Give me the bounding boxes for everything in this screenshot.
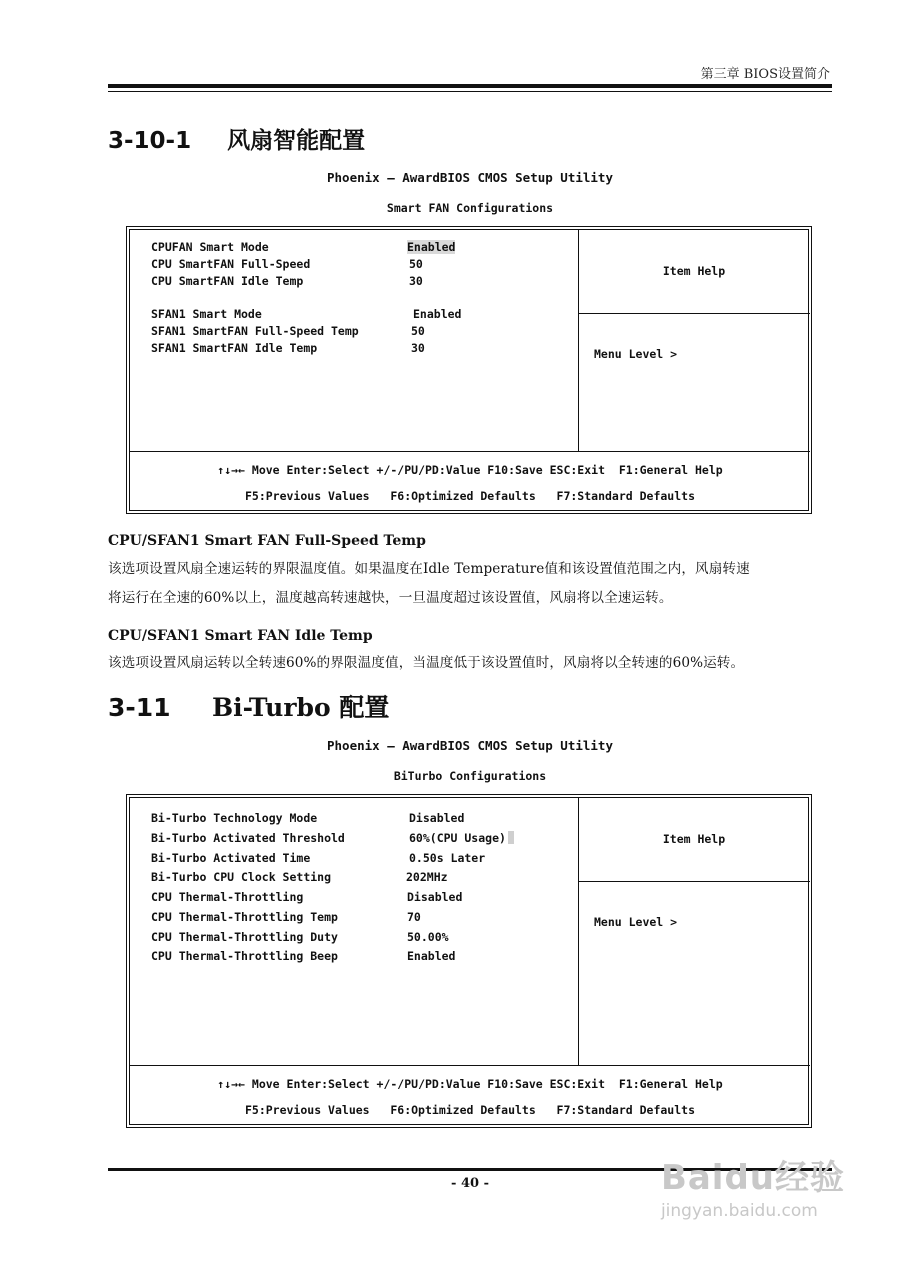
- bios-item-label: Bi-Turbo Activated Threshold: [151, 831, 345, 845]
- bios-window-biturbo: [126, 794, 812, 1128]
- header-rule-thin: [108, 91, 832, 92]
- bios-item-label: CPU Thermal-Throttling Duty: [151, 930, 338, 944]
- bios-item-value-selected[interactable]: [409, 831, 514, 845]
- item-help-label: Item Help: [662, 832, 726, 846]
- watermark-brand: Baidu经验: [660, 1158, 845, 1198]
- bios-item-value[interactable]: 50: [411, 324, 425, 338]
- section-heading: 风扇智能配置: [227, 128, 366, 154]
- menu-level-label: Menu Level >: [594, 915, 678, 929]
- key-help-line1: ↑↓→← Move Enter:Select +/-/PU/PD:Value F10:Save ESC:Exit F1:General Help: [217, 463, 723, 477]
- bios-item-value[interactable]: Enabled: [413, 307, 462, 321]
- bios-item-label: CPU Thermal-Throttling Beep: [151, 949, 338, 963]
- section-title-biturbo: [108, 688, 389, 724]
- bios-item-label: Bi-Turbo Activated Time: [151, 851, 311, 865]
- menu-level-label: Menu Level >: [594, 347, 678, 361]
- bios-item-value-selected[interactable]: Enabled: [407, 240, 456, 254]
- bios-item-value[interactable]: 50.00%: [407, 930, 449, 944]
- description-heading-fullspeed: CPU/SFAN1 Smart FAN Full-Speed Temp: [108, 533, 426, 549]
- chapter-header: 第三章 BIOS设置简介: [700, 67, 830, 82]
- bios-item-value[interactable]: Enabled: [407, 949, 456, 963]
- paragraph-line: 该选项设置风扇运转以全转速60%的界限温度值，当温度低于该设置值时，风扇将以全转速的60%运转。: [108, 655, 745, 671]
- bios-item-value[interactable]: 202MHz: [406, 870, 448, 884]
- bios-title: Phoenix – AwardBIOS CMOS Setup Utility: [327, 738, 613, 753]
- key-help-line2: F5:Previous Values F6:Optimized Defaults F7:Standard Defaults: [244, 1103, 696, 1117]
- bios-item-value[interactable]: Disabled: [409, 811, 465, 825]
- bios-item-value-text: 60%(CPU Usage): [409, 831, 506, 845]
- section-number: 3-10-1: [108, 128, 192, 154]
- cursor-block: [508, 831, 514, 844]
- bios-item-label: CPUFAN Smart Mode: [151, 240, 269, 254]
- paragraph-line: 该选项设置风扇全速运转的界限温度值。如果温度在Idle Temperature值和该设置值范围之内，风扇转速: [108, 561, 750, 577]
- bios-item-label: Bi-Turbo Technology Mode: [151, 811, 318, 825]
- bios-item-label: CPU Thermal-Throttling: [151, 890, 304, 904]
- bios-item-label: CPU SmartFAN Full-Speed: [151, 257, 311, 271]
- key-help-line2: F5:Previous Values F6:Optimized Defaults F7:Standard Defaults: [244, 489, 696, 503]
- page-number: - 40 -: [451, 1176, 489, 1191]
- bios-item-label: Bi-Turbo CPU Clock Setting: [151, 870, 332, 884]
- bios-item-label: CPU Thermal-Throttling Temp: [151, 910, 338, 924]
- item-help-label: Item Help: [662, 264, 726, 278]
- section-heading: Bi-Turbo 配置: [212, 693, 390, 722]
- bios-item-label: CPU SmartFAN Idle Temp: [151, 274, 304, 288]
- description-text-fullspeed: [108, 555, 832, 613]
- bios-item-value[interactable]: 30: [411, 341, 425, 355]
- description-heading-idle: CPU/SFAN1 Smart FAN Idle Temp: [108, 628, 373, 644]
- bios-item-label: SFAN1 Smart Mode: [151, 307, 262, 321]
- bios-item-value[interactable]: Disabled: [407, 890, 463, 904]
- key-help-line1: ↑↓→← Move Enter:Select +/-/PU/PD:Value F10:Save ESC:Exit F1:General Help: [217, 1077, 723, 1091]
- watermark-url: jingyan.baidu.com: [660, 1201, 818, 1221]
- bios-item-label: SFAN1 SmartFAN Idle Temp: [151, 341, 318, 355]
- bios-window-fan: [126, 226, 812, 514]
- bios-title: Phoenix – AwardBIOS CMOS Setup Utility: [327, 170, 613, 185]
- watermark: [661, 1150, 845, 1221]
- description-text-idle: [108, 649, 832, 678]
- paragraph-line: 将运行在全速的60%以上，温度越高转速越快，一旦温度超过该设置值，风扇将以全速运转。: [108, 590, 673, 606]
- bios-item-value[interactable]: 0.50s Later: [409, 851, 486, 865]
- bios-item-label: SFAN1 SmartFAN Full-Speed Temp: [151, 324, 359, 338]
- section-number: 3-11: [108, 693, 171, 722]
- section-title-fan: [108, 122, 365, 155]
- bios-item-value[interactable]: 30: [409, 274, 423, 288]
- bios-subtitle: BiTurbo Configurations: [393, 769, 547, 783]
- bios-item-value[interactable]: 50: [409, 257, 423, 271]
- bios-subtitle: Smart FAN Configurations: [386, 201, 554, 215]
- header-rule: [108, 84, 832, 88]
- bios-item-value[interactable]: 70: [407, 910, 421, 924]
